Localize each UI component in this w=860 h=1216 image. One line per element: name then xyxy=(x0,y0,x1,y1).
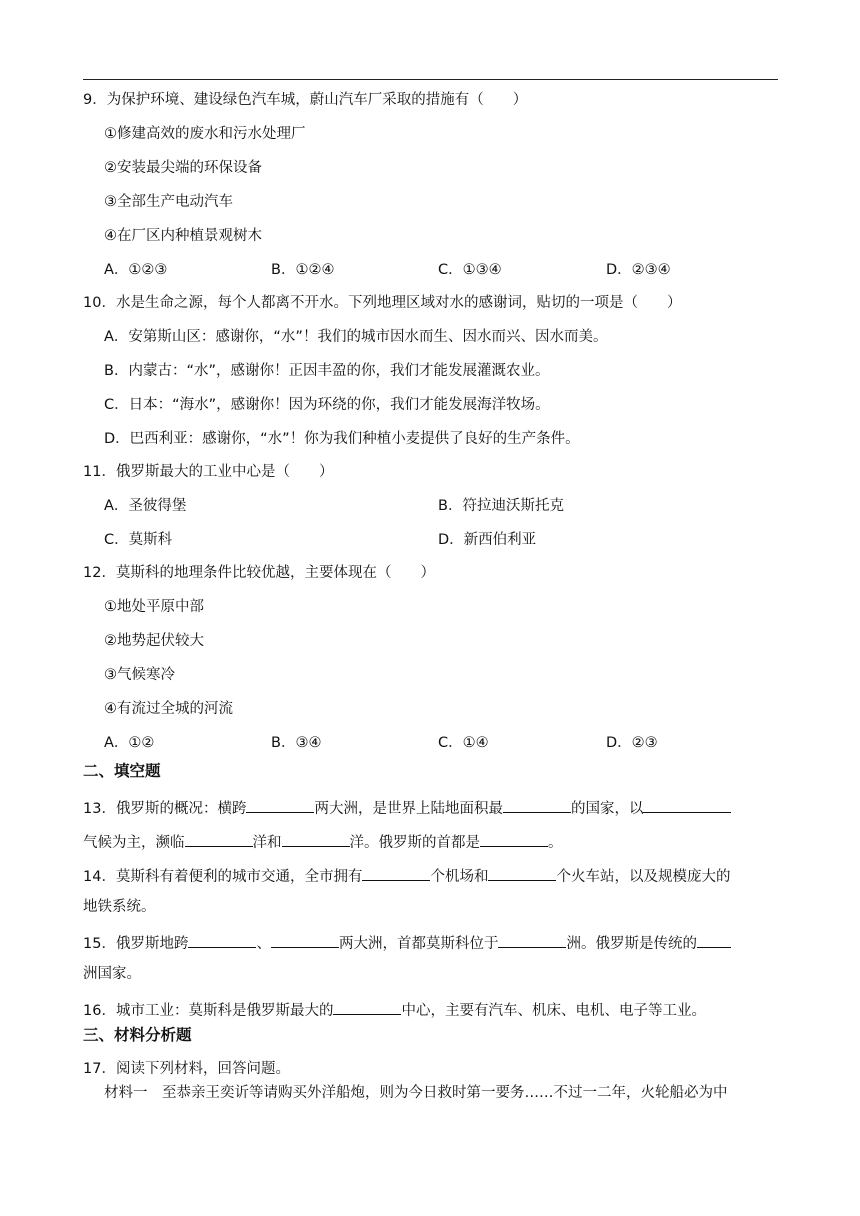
question-12-stem: 12．莫斯科的地理条件比较优越，主要体现在（ ） xyxy=(83,565,435,581)
q15-blank-3[interactable] xyxy=(498,931,566,948)
question-9-item-2: ②安装最尖端的环保设备 xyxy=(104,160,262,176)
q13-blank-1[interactable] xyxy=(246,796,314,813)
q15-text-1: 15．俄罗斯地跨 xyxy=(83,936,189,952)
q15-text-2: 、 xyxy=(256,936,271,952)
question-11-stem: 11．俄罗斯最大的工业中心是（ ） xyxy=(83,464,334,480)
question-10-stem: 10．水是生命之源，每个人都离不开水。下列地理区域对水的感谢词，贴切的一项是（ ） xyxy=(83,295,682,311)
question-12-option-d[interactable]: D．②③ xyxy=(606,735,658,751)
q16-blank-1[interactable] xyxy=(333,998,401,1015)
question-15-line-1 xyxy=(83,931,731,954)
q15-blank-2[interactable] xyxy=(271,931,339,948)
q13-blank-2[interactable] xyxy=(503,796,571,813)
question-10-option-d[interactable]: D．巴西利亚：感谢你，“水”！你为我们种植小麦提供了良好的生产条件。 xyxy=(104,431,580,447)
question-14-line-2: 地铁系统。 xyxy=(83,899,156,915)
question-16-line-1 xyxy=(83,998,706,1021)
section-2-heading: 二、填空题 xyxy=(83,762,161,780)
header-rule xyxy=(83,79,778,80)
q14-text-2: 个机场和 xyxy=(430,869,489,885)
q13-text-5: 洋和 xyxy=(252,835,282,851)
question-9-option-a[interactable]: A．①②③ xyxy=(104,262,168,278)
question-10-option-b[interactable]: B．内蒙古：“水”，感谢你！正因丰盈的你，我们才能发展灌溉农业。 xyxy=(104,363,550,379)
question-9-option-c[interactable]: C．①③④ xyxy=(438,262,502,278)
q13-text-2: 两大洲，是世界上陆地面积最 xyxy=(314,801,503,817)
question-10-option-a[interactable]: A．安第斯山区：感谢你，“水”！我们的城市因水而生、因水而兴、因水而美。 xyxy=(104,329,608,345)
question-11-option-a[interactable]: A．圣彼得堡 xyxy=(104,498,187,514)
q16-text-2: 中心，主要有汽车、机床、电机、电子等工业。 xyxy=(401,1003,706,1019)
question-17-stem: 17．阅读下列材料，回答问题。 xyxy=(83,1061,290,1077)
question-17-material-1: 材料一 至恭亲王奕䜣等请购买外洋船炮，则为今日救时第一要务……不过一二年，火轮船必为中 xyxy=(104,1085,728,1101)
question-12-option-b[interactable]: B．③④ xyxy=(271,735,322,751)
question-12-item-3: ③气候寒冷 xyxy=(104,667,175,683)
q15-text-3: 两大洲，首都莫斯科位于 xyxy=(338,936,499,952)
q13-text-1: 13．俄罗斯的概况：横跨 xyxy=(83,801,247,817)
question-15-line-2: 洲国家。 xyxy=(83,966,141,982)
question-9-item-4: ④在厂区内种植景观树木 xyxy=(104,228,262,244)
q14-text-1: 14．莫斯科有着便利的城市交通，全市拥有 xyxy=(83,869,363,885)
q14-blank-1[interactable] xyxy=(362,864,430,881)
q13-blank-6[interactable] xyxy=(480,830,548,847)
question-12-option-a[interactable]: A．①② xyxy=(104,735,155,751)
q13-text-6: 洋。俄罗斯的首都是 xyxy=(349,835,480,851)
question-9-stem: 9．为保护环境、建设绿色汽车城，蔚山汽车厂采取的措施有（ ） xyxy=(83,92,528,108)
q13-text-7: 。 xyxy=(548,835,563,851)
question-14-line-1 xyxy=(83,864,730,887)
q15-blank-4[interactable] xyxy=(697,931,731,948)
q13-blank-3[interactable] xyxy=(643,796,731,813)
question-12-item-1: ①地处平原中部 xyxy=(104,599,204,615)
section-3-heading: 三、材料分析题 xyxy=(83,1026,192,1044)
q15-blank-1[interactable] xyxy=(188,931,256,948)
question-11-option-b[interactable]: B．符拉迪沃斯托克 xyxy=(438,498,564,514)
q15-text-4: 洲。俄罗斯是传统的 xyxy=(566,936,697,952)
question-9-item-1: ①修建高效的废水和污水处理厂 xyxy=(104,126,306,142)
question-11-option-c[interactable]: C．莫斯科 xyxy=(104,532,173,548)
q13-text-4: 气候为主，濒临 xyxy=(83,835,185,851)
question-10-option-c[interactable]: C．日本：“海水”，感谢你！因为环绕的你，我们才能发展海洋牧场。 xyxy=(104,397,550,413)
q13-blank-5[interactable] xyxy=(282,830,350,847)
question-13-line-1 xyxy=(83,796,731,819)
question-13-line-2 xyxy=(83,830,563,853)
q13-blank-4[interactable] xyxy=(185,830,253,847)
q14-text-3: 个火车站，以及规模庞大的 xyxy=(556,869,731,885)
question-9-option-b[interactable]: B．①②④ xyxy=(271,262,335,278)
question-12-option-c[interactable]: C．①④ xyxy=(438,735,489,751)
question-12-item-4: ④有流过全城的河流 xyxy=(104,701,233,717)
q16-text-1: 16．城市工业：莫斯科是俄罗斯最大的 xyxy=(83,1003,334,1019)
question-9-option-d[interactable]: D．②③④ xyxy=(606,262,671,278)
question-9-item-3: ③全部生产电动汽车 xyxy=(104,194,233,210)
question-12-item-2: ②地势起伏较大 xyxy=(104,633,204,649)
q13-text-3: 的国家，以 xyxy=(570,801,644,817)
q14-blank-2[interactable] xyxy=(488,864,556,881)
question-11-option-d[interactable]: D．新西伯利亚 xyxy=(438,532,537,548)
